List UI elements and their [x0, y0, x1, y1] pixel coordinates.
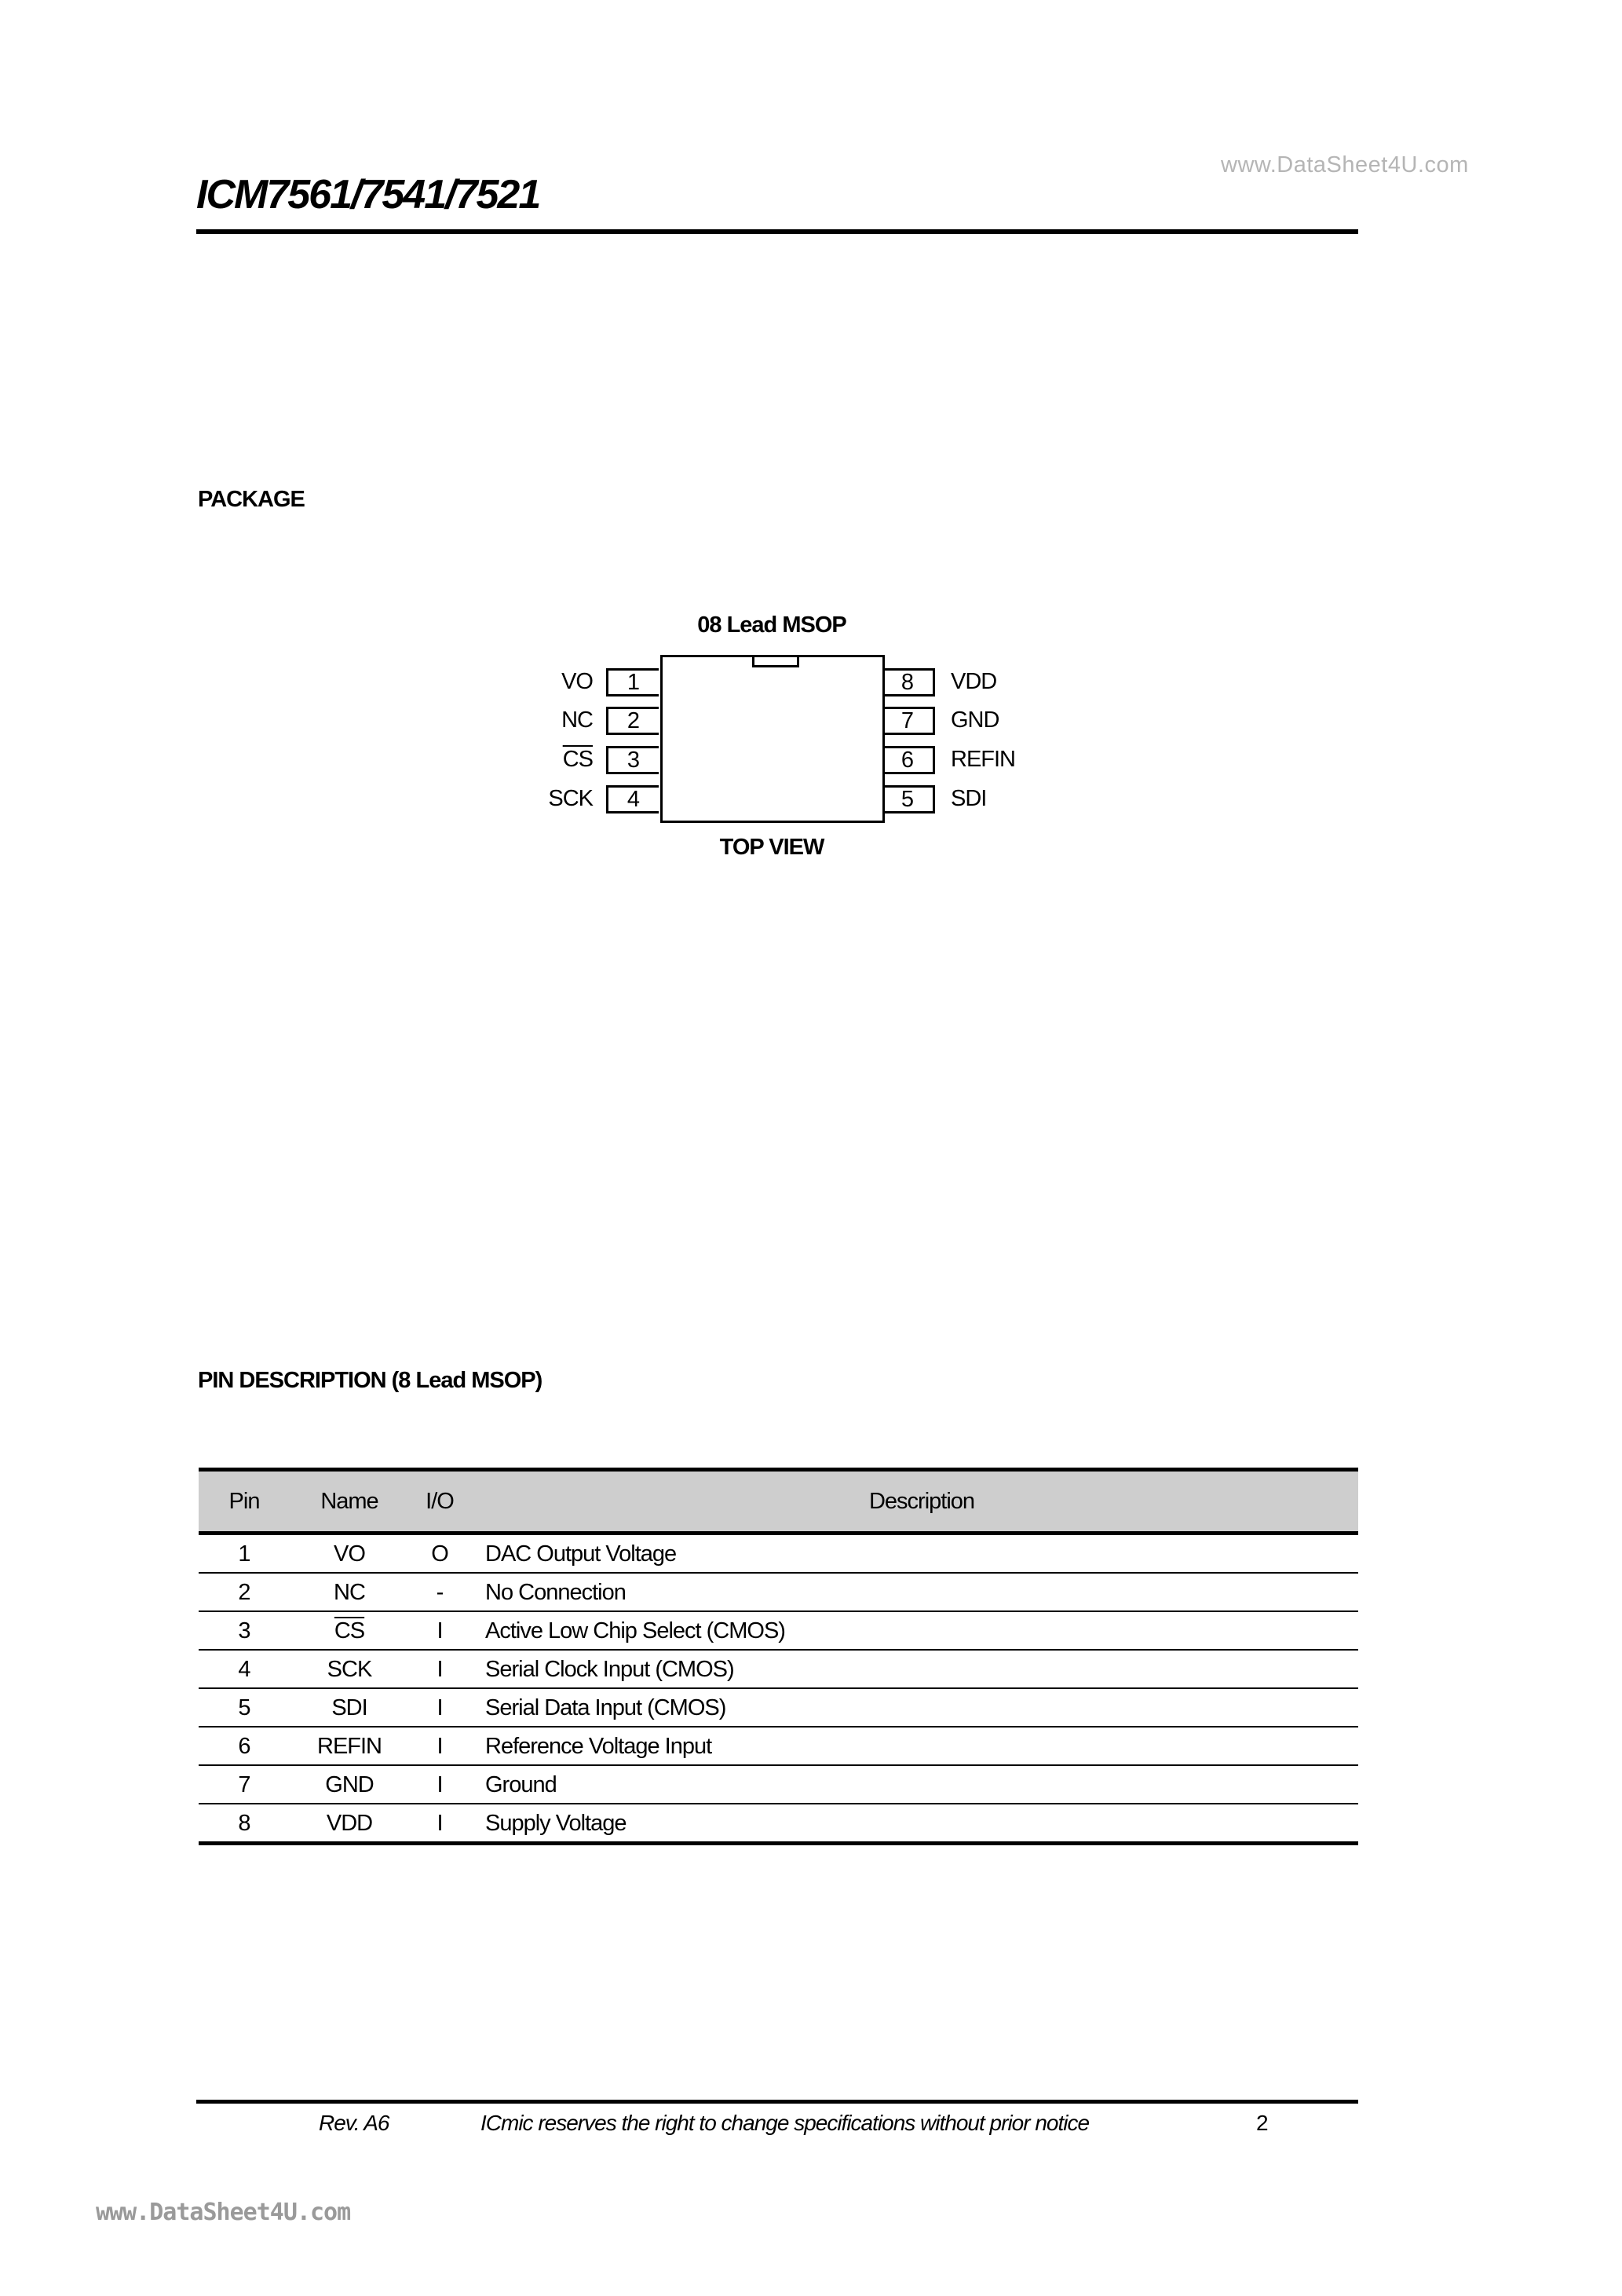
page-number: 2: [1256, 2111, 1268, 2135]
table-row: [199, 1766, 1358, 1804]
header-rule: [196, 229, 1358, 234]
table-row: [199, 1535, 1358, 1574]
cell-io: -: [436, 1580, 444, 1605]
table-header: [199, 1472, 1358, 1531]
chip-notch: [752, 655, 799, 667]
table-row: [199, 1689, 1358, 1727]
cell-name: GND: [325, 1772, 374, 1797]
cell-name: REFIN: [317, 1734, 382, 1759]
cell-pin: 8: [238, 1811, 250, 1836]
cell-pin: 2: [238, 1580, 250, 1605]
cell-io: I: [437, 1734, 443, 1759]
cell-pin: 6: [238, 1734, 250, 1759]
cell-description: No Connection: [485, 1580, 626, 1605]
pin-label-refin: REFIN: [951, 747, 1015, 772]
column-header-io: I/O: [426, 1489, 454, 1514]
cell-name: SDI: [331, 1695, 367, 1720]
pin-label-vdd: VDD: [951, 669, 997, 694]
pin-description-heading: PIN DESCRIPTION (8 Lead MSOP): [198, 1368, 542, 1393]
watermark-top: www.DataSheet4U.com: [1221, 152, 1469, 177]
table-row: [199, 1727, 1358, 1766]
cell-description: Ground: [485, 1772, 557, 1797]
cell-description: Reference Voltage Input: [485, 1734, 712, 1759]
package-heading: PACKAGE: [198, 487, 305, 512]
pin-label-vo: VO: [561, 669, 593, 694]
table-row: [199, 1651, 1358, 1689]
pin-box-8: 8: [882, 668, 935, 696]
cell-name: NC: [334, 1580, 365, 1605]
cell-pin: 7: [238, 1772, 250, 1797]
cell-name: SCK: [327, 1657, 372, 1682]
pin-box-3: 3: [606, 746, 659, 774]
pin-box-6: 6: [882, 746, 935, 774]
column-header-description: Description: [868, 1489, 975, 1514]
pin-label-sdi: SDI: [951, 786, 987, 811]
cell-pin: 3: [238, 1618, 250, 1643]
pin-box-5: 5: [882, 785, 935, 813]
pin-box-4: 4: [606, 785, 659, 813]
cell-description: DAC Output Voltage: [485, 1541, 677, 1567]
table-row: [199, 1612, 1358, 1651]
pin-box-2: 2: [606, 707, 659, 735]
pin-label-gnd: GND: [951, 707, 999, 733]
cell-description: Serial Clock Input (CMOS): [485, 1657, 734, 1682]
pin-box-7: 7: [882, 707, 935, 735]
cell-name: VO: [334, 1541, 365, 1567]
cell-description: Active Low Chip Select (CMOS): [485, 1618, 785, 1643]
pin-label-cs: $\overline{CS}$: [562, 747, 593, 772]
cell-io: I: [437, 1772, 443, 1797]
pin-label-nc: NC: [561, 707, 593, 733]
diagram-title: 08 Lead MSOP: [697, 612, 846, 638]
table-row: [199, 1574, 1358, 1612]
table-row: [199, 1804, 1358, 1845]
table-body: [199, 1535, 1358, 1845]
document-title: ICM7561/7541/7521: [196, 172, 540, 218]
footer-rule: [196, 2100, 1358, 2104]
watermark-bottom: www.DataSheet4U.com: [96, 2199, 351, 2226]
column-header-name: Name: [320, 1489, 378, 1514]
cell-name: $\overline{CS}$: [334, 1618, 365, 1643]
footer-notice: ICmic reserves the right to change specifications without prior notice: [480, 2111, 1090, 2135]
cell-io: I: [437, 1618, 443, 1643]
revision-label: Rev. A6: [319, 2111, 389, 2135]
top-view-label: TOP VIEW: [719, 835, 824, 860]
chip-body: [660, 655, 885, 823]
cell-io: I: [437, 1695, 443, 1720]
cell-pin: 4: [238, 1657, 250, 1682]
cell-name: VDD: [326, 1811, 373, 1836]
cell-io: O: [431, 1541, 448, 1567]
cell-io: I: [437, 1657, 443, 1682]
cell-pin: 1: [238, 1541, 250, 1567]
cell-io: I: [437, 1811, 443, 1836]
cell-description: Supply Voltage: [485, 1811, 627, 1836]
cell-pin: 5: [238, 1695, 250, 1720]
pin-label-sck: SCK: [548, 786, 593, 811]
cell-description: Serial Data Input (CMOS): [485, 1695, 726, 1720]
pin-box-1: 1: [606, 668, 659, 696]
column-header-pin: Pin: [228, 1489, 260, 1514]
pin-description-table: [199, 1468, 1358, 1845]
